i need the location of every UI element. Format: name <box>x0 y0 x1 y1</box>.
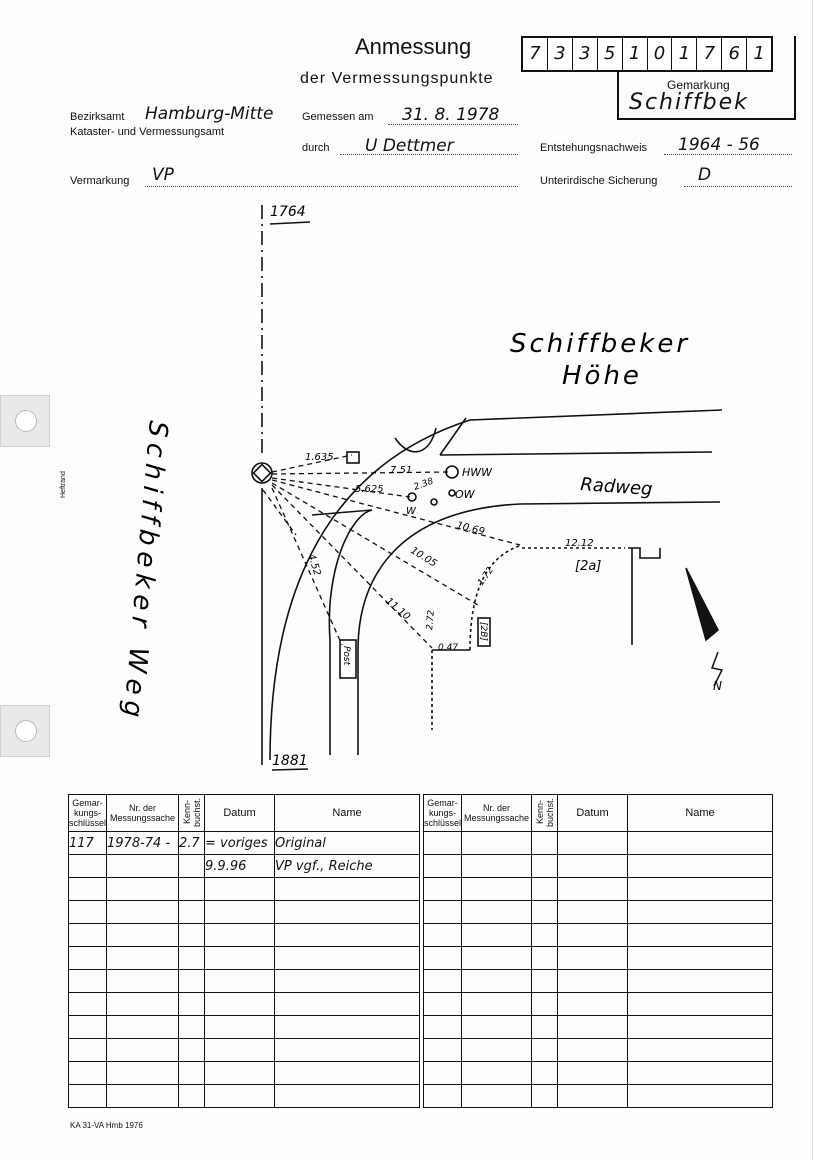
form-footer: KA 31-VA Hmb 1976 <box>70 1121 143 1130</box>
table-cell-kenn <box>532 1062 558 1085</box>
table-cell-name <box>275 947 420 970</box>
point-label-bottom: 1881 <box>272 753 308 769</box>
table-cell-kenn <box>179 970 205 993</box>
table-cell-kenn <box>179 947 205 970</box>
table-row <box>424 924 773 947</box>
table-cell-schluessel <box>69 878 107 901</box>
table-cell-kenn <box>532 901 558 924</box>
table-cell-messungssache <box>462 832 532 855</box>
table-cell-kenn <box>532 855 558 878</box>
sicherung-label: Unterirdische Sicherung <box>540 175 658 187</box>
table-cell-kenn <box>532 993 558 1016</box>
table-cell-name <box>628 1085 773 1108</box>
table-row <box>69 1062 420 1085</box>
table-cell-schluessel: 117 <box>69 832 107 855</box>
table-cell-name <box>275 1039 420 1062</box>
number-digit: 7 <box>523 38 548 70</box>
table-cell-schluessel <box>424 878 462 901</box>
table-cell-messungssache <box>107 970 179 993</box>
table-cell-schluessel <box>424 947 462 970</box>
table-cell-name <box>628 1062 773 1085</box>
table-cell-kenn: 2.7 <box>179 832 205 855</box>
road-line <box>440 452 712 455</box>
table-cell-name <box>628 1039 773 1062</box>
record-table-right <box>423 794 773 1108</box>
table-cell-schluessel <box>424 1016 462 1039</box>
table-cell-messungssache <box>107 993 179 1016</box>
number-digit: 5 <box>598 38 623 70</box>
gemarkung-value: Schiffbek <box>629 90 749 115</box>
dim-label: 2.72 <box>425 609 437 631</box>
table-cell-name <box>275 993 420 1016</box>
bezirksamt-value: Hamburg-Mitte <box>145 104 274 124</box>
table-cell-schluessel <box>424 832 462 855</box>
table-row <box>424 832 773 855</box>
table-cell-name <box>628 855 773 878</box>
table-cell-messungssache <box>107 924 179 947</box>
dim-label: 5.625 <box>355 484 384 495</box>
number-digit: 6 <box>722 38 747 70</box>
table-cell-schluessel <box>69 924 107 947</box>
table-cell-datum <box>205 1085 275 1108</box>
gemessen-value: 31. 8. 1978 <box>402 105 500 125</box>
table-cell-schluessel <box>69 1085 107 1108</box>
table-cell-datum <box>205 970 275 993</box>
table-cell-datum <box>205 993 275 1016</box>
dim-label: 0.47 <box>438 643 459 653</box>
header-schluessel: Gemar-kungs-schlüssel <box>69 795 107 832</box>
table-cell-messungssache: 1978-74 - <box>107 832 179 855</box>
table-cell-datum <box>558 1016 628 1039</box>
table-cell-messungssache <box>462 947 532 970</box>
table-cell-datum <box>205 947 275 970</box>
table-cell-name <box>628 878 773 901</box>
table-cell-kenn <box>179 1039 205 1062</box>
table-cell-schluessel <box>424 1062 462 1085</box>
hww-label: HWW <box>462 466 493 479</box>
table-cell-kenn <box>532 1039 558 1062</box>
table-cell-schluessel <box>424 970 462 993</box>
table-cell-datum <box>205 924 275 947</box>
dim-label: 2.38 <box>412 476 435 493</box>
number-digit: 3 <box>548 38 573 70</box>
table-row <box>69 832 420 855</box>
table-cell-datum <box>558 1039 628 1062</box>
sicherung-value: D <box>698 165 712 185</box>
table-cell-name <box>628 901 773 924</box>
table-cell-schluessel <box>69 970 107 993</box>
kataster-label: Kataster- und Vermessungsamt <box>70 126 225 138</box>
table-cell-kenn <box>179 878 205 901</box>
table-cell-name <box>275 878 420 901</box>
table-cell-name <box>628 1016 773 1039</box>
table-row <box>69 970 420 993</box>
header-schluessel: Gemar-kungs-schlüssel <box>424 795 462 832</box>
table-cell-datum <box>558 924 628 947</box>
table-cell-schluessel <box>69 855 107 878</box>
table-row <box>424 993 773 1016</box>
table-cell-messungssache <box>107 878 179 901</box>
curb-line <box>395 428 436 452</box>
table-row <box>69 947 420 970</box>
table-cell-messungssache <box>107 1062 179 1085</box>
header-datum: Datum <box>205 795 275 832</box>
table-cell-datum <box>558 993 628 1016</box>
table-cell-schluessel <box>424 1039 462 1062</box>
table-cell-messungssache <box>462 970 532 993</box>
table-cell-messungssache <box>462 1085 532 1108</box>
table-cell-name <box>275 1085 420 1108</box>
table-row <box>69 1039 420 1062</box>
dim-label: 11.10 <box>383 595 413 623</box>
table-cell-schluessel <box>69 1039 107 1062</box>
header-messungssache: Nr. der Messungssache <box>462 795 532 832</box>
form-title: Anmessung <box>355 34 472 59</box>
cabinet-symbol <box>347 452 359 463</box>
box-label-2a: [2a] <box>575 559 602 574</box>
table-cell-messungssache <box>107 901 179 924</box>
table-row <box>69 1085 420 1108</box>
table-row <box>424 1016 773 1039</box>
street-label-vertical: Schiffbeker Weg <box>116 419 173 725</box>
table-cell-name <box>275 901 420 924</box>
table-cell-kenn <box>179 1062 205 1085</box>
table-row <box>69 993 420 1016</box>
number-digit: 1 <box>623 38 648 70</box>
table-cell-schluessel <box>69 901 107 924</box>
table-cell-schluessel <box>424 924 462 947</box>
table-cell-messungssache <box>462 1016 532 1039</box>
table-cell-name <box>628 924 773 947</box>
table-cell-datum <box>205 901 275 924</box>
table-row <box>424 901 773 924</box>
table-cell-kenn <box>179 924 205 947</box>
ow-label: OW <box>455 488 475 501</box>
table-cell-datum <box>558 901 628 924</box>
table-cell-datum: = voriges <box>205 832 275 855</box>
table-cell-schluessel <box>69 1062 107 1085</box>
table-cell-schluessel <box>424 901 462 924</box>
table-row <box>69 878 420 901</box>
dim-label: 7.51 <box>390 465 413 476</box>
north-arrow <box>686 568 718 640</box>
margin-label: Heftrand <box>60 471 67 498</box>
table-cell-name: Original <box>275 832 420 855</box>
table-cell-kenn <box>532 970 558 993</box>
table-cell-messungssache <box>462 924 532 947</box>
table-cell-schluessel <box>69 1016 107 1039</box>
box-label-2b: [2B] <box>478 622 488 641</box>
number-digit: 7 <box>697 38 722 70</box>
table-cell-kenn <box>179 1016 205 1039</box>
number-digit: 1 <box>672 38 697 70</box>
table-cell-kenn <box>532 878 558 901</box>
table-row <box>69 855 420 878</box>
table-cell-name <box>275 1016 420 1039</box>
table-cell-messungssache <box>107 1085 179 1108</box>
table-row <box>424 947 773 970</box>
point-label-top: 1764 <box>270 204 306 220</box>
table-row <box>69 901 420 924</box>
table-cell-messungssache <box>107 855 179 878</box>
table-cell-datum <box>205 1062 275 1085</box>
table-cell-datum <box>558 947 628 970</box>
table-cell-kenn <box>179 901 205 924</box>
record-table-left <box>68 794 420 1108</box>
table-cell-name <box>275 970 420 993</box>
table-cell-name <box>628 970 773 993</box>
table-cell-messungssache <box>462 993 532 1016</box>
entstehung-label: Entstehungsnachweis <box>540 142 648 154</box>
dim-label: 1.72 <box>476 565 496 588</box>
radweg-label: Radweg <box>579 474 654 501</box>
post-label: Post <box>341 646 351 666</box>
table-cell-messungssache <box>462 855 532 878</box>
table-cell-messungssache <box>462 901 532 924</box>
number-digit: 3 <box>573 38 598 70</box>
table-cell-kenn <box>532 924 558 947</box>
table-cell-datum <box>558 855 628 878</box>
table-cell-datum: 9.9.96 <box>205 855 275 878</box>
table-row <box>424 970 773 993</box>
table-cell-schluessel <box>424 855 462 878</box>
table-cell-name <box>275 924 420 947</box>
w-label: W <box>406 506 416 517</box>
table-cell-messungssache <box>107 947 179 970</box>
table-cell-messungssache <box>462 1062 532 1085</box>
dim-label: 12.12 <box>565 538 594 549</box>
table-cell-messungssache <box>462 1039 532 1062</box>
vermarkung-value: VP <box>152 165 174 185</box>
table-cell-schluessel <box>69 947 107 970</box>
table-cell-messungssache <box>107 1039 179 1062</box>
table-row <box>424 855 773 878</box>
table-cell-name <box>628 993 773 1016</box>
road-line <box>440 418 466 455</box>
table-cell-datum <box>558 970 628 993</box>
durch-label: durch <box>302 142 330 154</box>
table-cell-name: VP vgf., Reiche <box>275 855 420 878</box>
dim-label: 1.635 <box>305 452 334 463</box>
road-edge-outer <box>270 410 722 760</box>
table-cell-kenn <box>532 832 558 855</box>
table-row <box>424 1039 773 1062</box>
dim-label: 10.05 <box>408 545 439 570</box>
table-cell-kenn <box>179 993 205 1016</box>
dim-label: 4.52 <box>305 552 323 578</box>
table-cell-datum <box>558 1062 628 1085</box>
table-cell-schluessel <box>69 993 107 1016</box>
table-cell-schluessel <box>424 1085 462 1108</box>
header-name: Name <box>275 795 420 832</box>
table-row <box>424 1085 773 1108</box>
vermarkung-label: Vermarkung <box>70 175 130 187</box>
table-cell-datum <box>558 878 628 901</box>
table-row <box>69 1016 420 1039</box>
table-row <box>424 878 773 901</box>
table-cell-datum <box>205 878 275 901</box>
gemessen-label: Gemessen am <box>302 111 374 123</box>
entstehung-value: 1964 - 56 <box>678 135 760 155</box>
table-cell-datum <box>205 1016 275 1039</box>
form-subtitle: der Vermessungspunkte <box>300 70 494 87</box>
table-cell-name <box>275 1062 420 1085</box>
table-row <box>424 1062 773 1085</box>
street-label-top-2: Höhe <box>562 361 642 391</box>
durch-value: U Dettmer <box>365 136 454 156</box>
table-cell-datum <box>558 832 628 855</box>
table-cell-kenn <box>179 1085 205 1108</box>
header-kennbuchst: Kenn-buchst. <box>179 795 205 832</box>
table-cell-name <box>628 832 773 855</box>
table-cell-kenn <box>532 1085 558 1108</box>
dim-label: 10.69 <box>455 520 486 538</box>
header-name: Name <box>628 795 773 832</box>
table-cell-datum <box>558 1085 628 1108</box>
table-cell-messungssache <box>462 878 532 901</box>
bezirksamt-label: Bezirksamt <box>70 111 125 123</box>
table-cell-schluessel <box>424 993 462 1016</box>
table-cell-kenn <box>179 855 205 878</box>
header-datum: Datum <box>558 795 628 832</box>
table-cell-kenn <box>532 947 558 970</box>
table-cell-kenn <box>532 1016 558 1039</box>
header-kennbuchst: Kenn-buchst. <box>532 795 558 832</box>
number-digit: 0 <box>648 38 673 70</box>
table-cell-datum <box>205 1039 275 1062</box>
header-messungssache: Nr. der Messungssache <box>107 795 179 832</box>
table-cell-messungssache <box>107 1016 179 1039</box>
survey-point-symbol <box>252 463 272 483</box>
north-label: N <box>713 679 722 693</box>
street-label-top: Schiffbeker <box>510 329 691 359</box>
table-row <box>69 924 420 947</box>
table-cell-name <box>628 947 773 970</box>
gemarkung-label: Gemarkung <box>667 78 730 92</box>
number-digit: 1 <box>753 43 765 64</box>
